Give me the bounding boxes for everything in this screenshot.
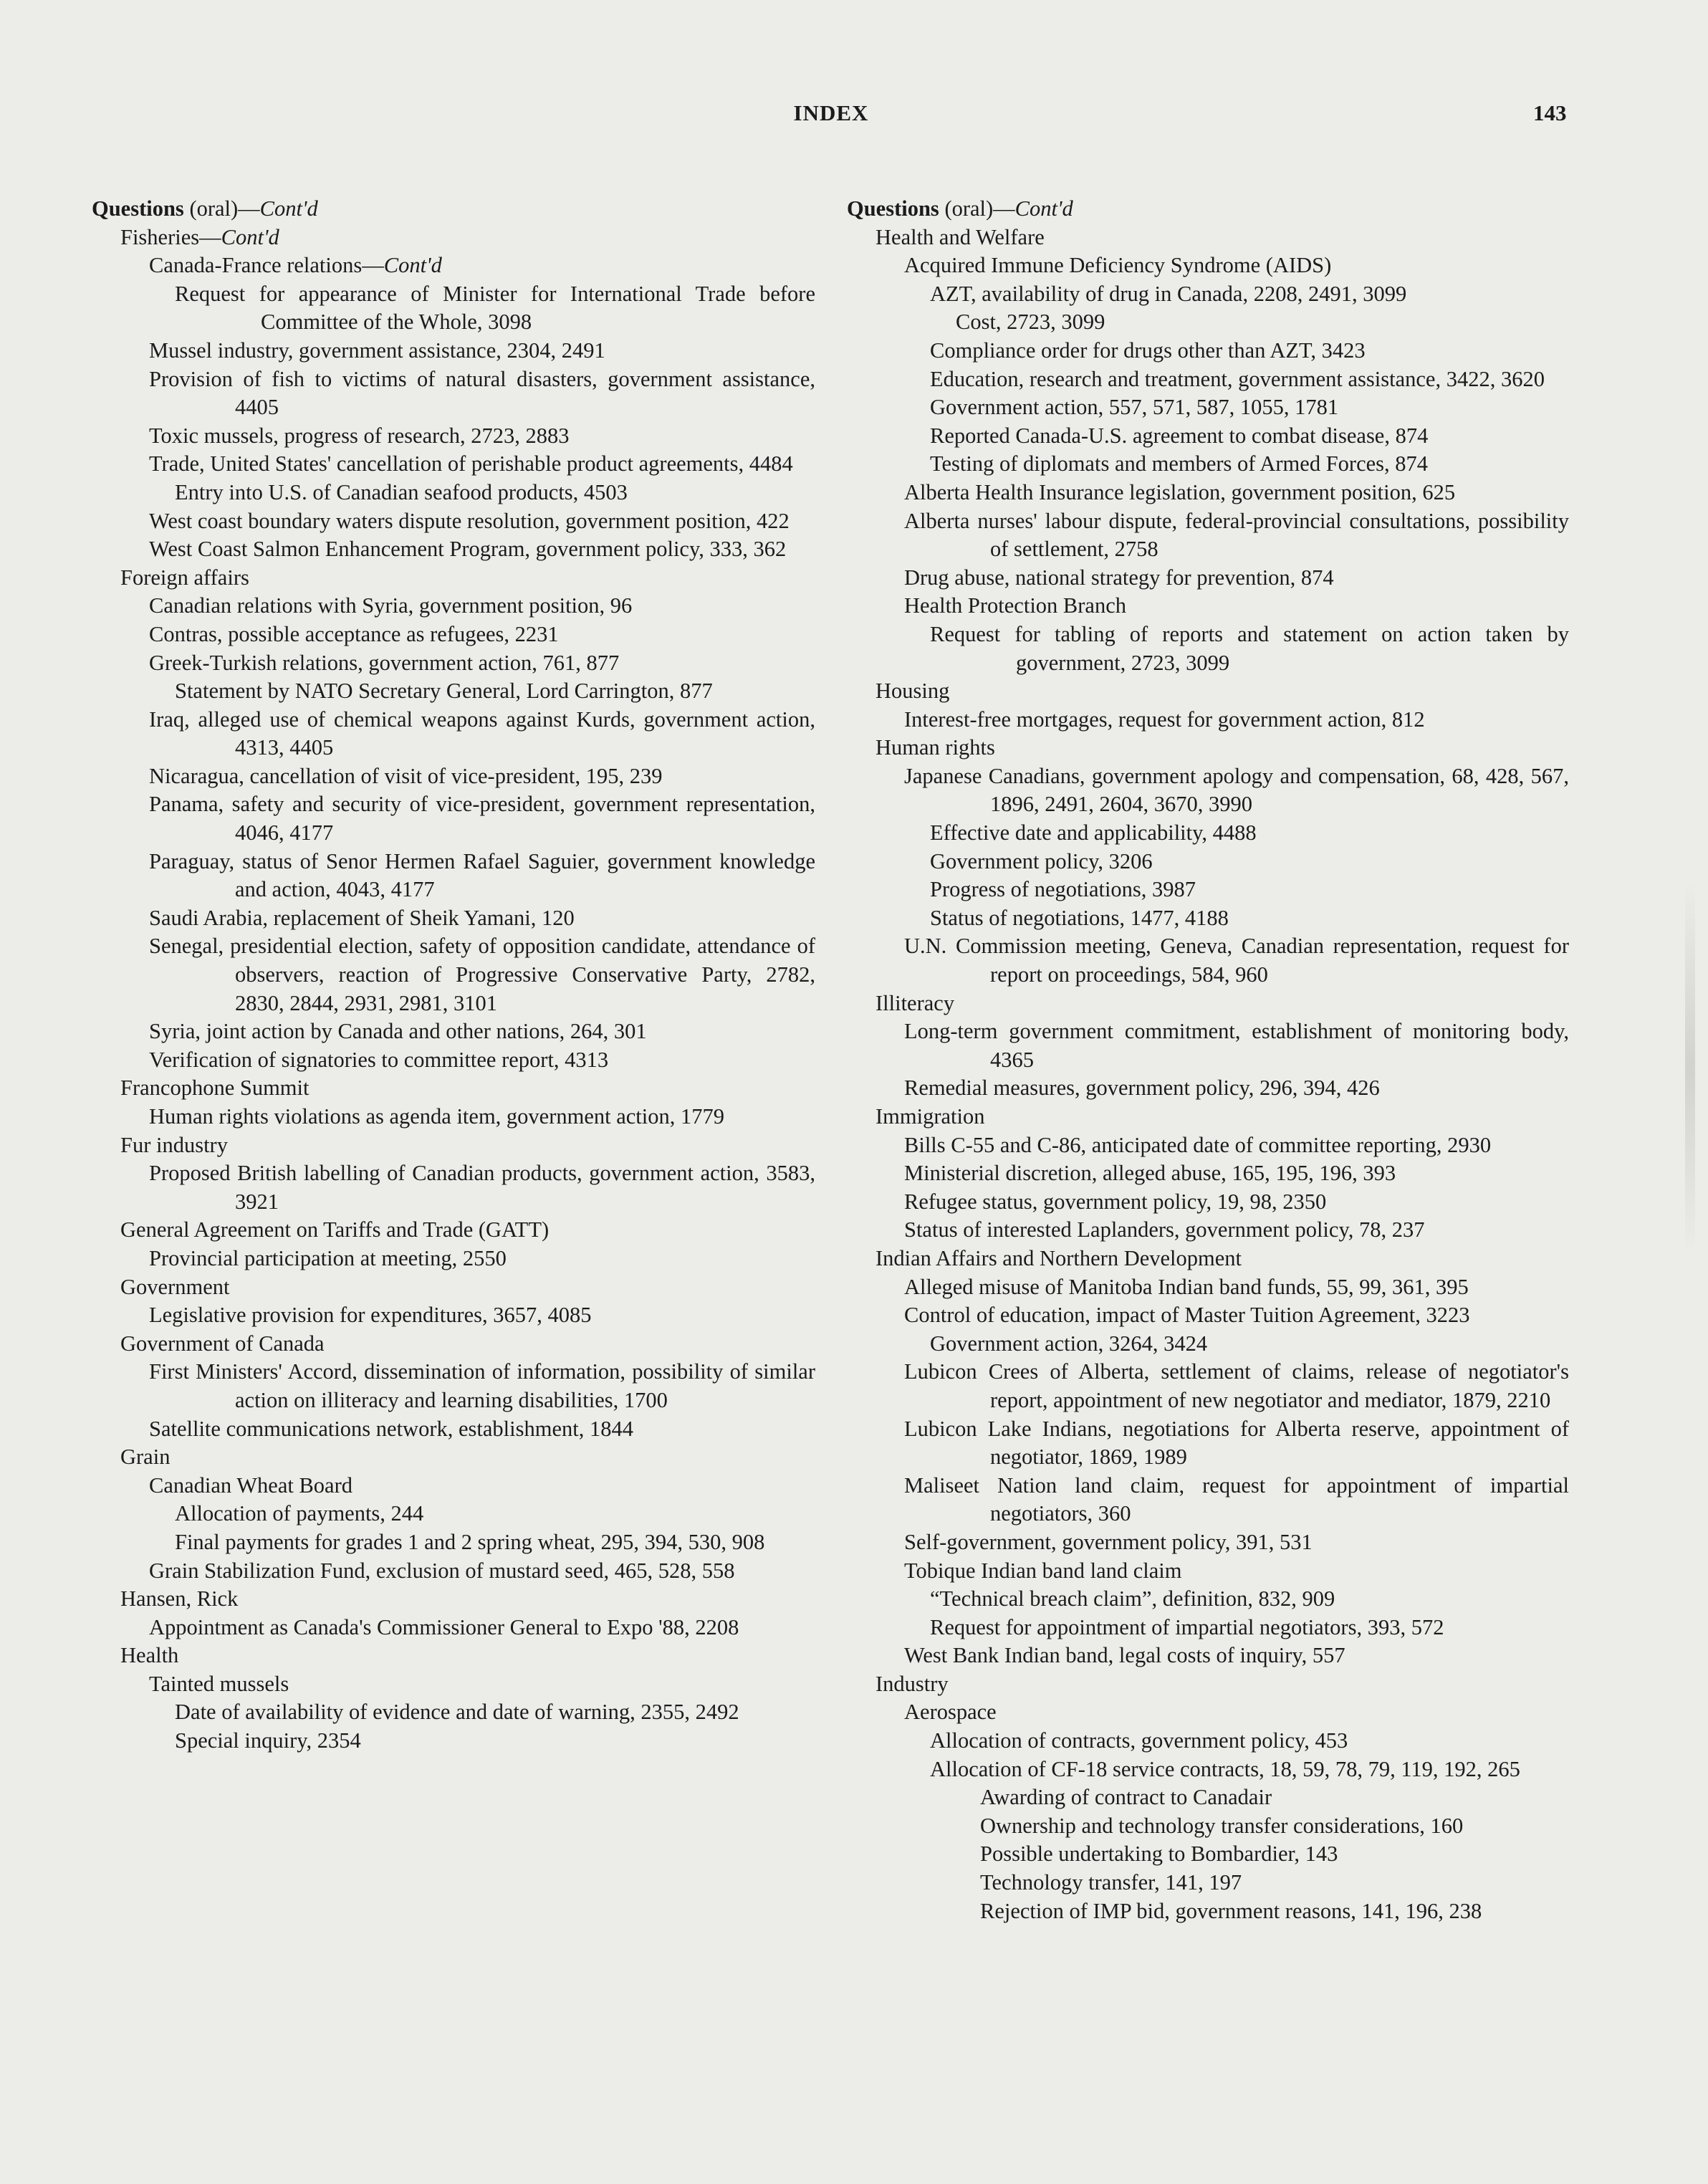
entry-text: Long-term government commitment, establishment of monitoring body, 4365 [904, 1019, 1569, 1072]
entry-text: Industry [875, 1671, 949, 1696]
index-entry [92, 1046, 815, 1075]
index-entry [92, 1557, 815, 1586]
entry-text: Status of interested Laplanders, government policy, 78, 237 [904, 1217, 1425, 1242]
scan-smudge [1685, 881, 1695, 1254]
index-entry [92, 1614, 815, 1642]
entry-text: Legislative provision for expenditures, 3657, 4085 [149, 1303, 592, 1328]
index-entry [92, 1131, 815, 1160]
entry-text: Canadian relations with Syria, government position, 96 [149, 593, 633, 618]
entry-text: Health [120, 1643, 179, 1668]
entry-text: Remedial measures, government policy, 296, 394, 426 [904, 1076, 1380, 1101]
entry-text: Proposed British labelling of Canadian products, government action, 3583, 3921 [149, 1161, 815, 1214]
index-entry [92, 564, 815, 593]
index-entry [92, 848, 815, 904]
index-entry [847, 848, 1569, 876]
page-header [0, 100, 1708, 132]
index-entry [847, 507, 1569, 564]
index-entry [92, 1103, 815, 1131]
entry-text: Saudi Arabia, replacement of Sheik Yamani, 120 [149, 905, 575, 930]
entry-text: Government action, 3264, 3424 [930, 1331, 1208, 1356]
index-entry [92, 1358, 815, 1414]
entry-text: Fisheries— [120, 224, 221, 249]
entry-text: Education, research and treatment, government assistance, 3422, 3620 [930, 366, 1545, 391]
index-entry [92, 1301, 815, 1330]
running-head: INDEX [793, 100, 869, 125]
entry-text: Request for tabling of reports and statement on action taken by government, 2723, 3099 [930, 621, 1569, 675]
index-entry [847, 819, 1569, 848]
index-entry [92, 706, 815, 762]
index-entry [847, 1103, 1569, 1131]
entry-text: Paraguay, status of Senor Hermen Rafael Saguier, government knowledge and action, 4043, 4177 [149, 848, 815, 902]
entry-text: Special inquiry, 2354 [175, 1728, 361, 1753]
entry-text: Satellite communications network, establishment, 1844 [149, 1416, 633, 1441]
entry-text: Maliseet Nation land claim, request for appointment of impartial negotiators, 360 [904, 1472, 1569, 1526]
entry-continued-mark: Cont'd [221, 224, 279, 249]
index-entry [847, 621, 1569, 677]
index-entry [847, 1528, 1569, 1557]
entry-text: Hansen, Rick [120, 1586, 239, 1611]
entry-text: Government action, 557, 571, 587, 1055, 1781 [930, 395, 1339, 420]
index-entry [92, 649, 815, 678]
index-entry [847, 1273, 1569, 1302]
index-column-left [92, 195, 815, 1756]
entry-text: Housing [875, 679, 950, 704]
entry-text: Grain Stabilization Fund, exclusion of mustard seed, 465, 528, 558 [149, 1558, 735, 1583]
entry-text: Canadian Wheat Board [149, 1472, 353, 1498]
entry-list [847, 224, 1569, 1926]
entry-text: Possible undertaking to Bombardier, 143 [980, 1841, 1338, 1867]
index-entry [847, 1301, 1569, 1330]
index-entry [92, 479, 815, 507]
entry-text: Bills C-55 and C-86, anticipated date of committee reporting, 2930 [904, 1132, 1492, 1157]
entry-text: Health Protection Branch [904, 593, 1126, 618]
index-entry [92, 224, 815, 252]
index-entry [92, 1443, 815, 1472]
entry-text: Aerospace [904, 1700, 997, 1725]
entry-text: Status of negotiations, 1477, 4188 [930, 905, 1229, 930]
entry-text: Tobique Indian band land claim [904, 1558, 1182, 1583]
entry-text: Foreign affairs [120, 565, 249, 590]
index-entry [847, 1783, 1569, 1812]
index-entry [92, 762, 815, 791]
index-entry [92, 1585, 815, 1614]
index-entry [847, 422, 1569, 451]
entry-text: Toxic mussels, progress of research, 2723, 2883 [149, 423, 570, 448]
entry-text: Provincial participation at meeting, 2550 [149, 1245, 507, 1270]
index-entry [847, 876, 1569, 904]
index-entry [847, 1131, 1569, 1160]
index-entry [92, 450, 815, 479]
entry-text: Entry into U.S. of Canadian seafood products, 4503 [175, 479, 628, 504]
entry-text: Human rights [875, 735, 995, 760]
index-entry [847, 224, 1569, 252]
index-entry [847, 337, 1569, 365]
entry-text: Indian Affairs and Northern Development [875, 1245, 1242, 1270]
entry-text: Date of availability of evidence and date of warning, 2355, 2492 [175, 1700, 739, 1725]
index-entry [847, 1330, 1569, 1359]
index-entry [847, 1245, 1569, 1273]
index-entry [847, 1188, 1569, 1217]
index-entry [847, 1614, 1569, 1642]
index-entry [847, 1642, 1569, 1670]
entry-text: Ownership and technology transfer considerations, 160 [980, 1813, 1464, 1838]
entry-text: Immigration [875, 1104, 985, 1129]
entry-text: AZT, availability of drug in Canada, 2208, 2491, 3099 [930, 281, 1407, 306]
entry-text: Japanese Canadians, government apology and compensation, 68, 428, 567, 1896, 2491, 2604, 3670, 3990 [904, 763, 1569, 817]
entry-text: Alberta Health Insurance legislation, government position, 625 [904, 479, 1456, 504]
entry-text: Request for appearance of Minister for International Trade before Committee of the Whole, 3098 [175, 281, 815, 335]
index-entry [92, 1415, 815, 1444]
index-entry [92, 1245, 815, 1273]
index-entry [847, 1812, 1569, 1841]
index-entry [847, 1017, 1569, 1074]
entry-text: Government policy, 3206 [930, 848, 1153, 873]
entry-text: U.N. Commission meeting, Geneva, Canadian representation, request for report on proceedings, 584, 960 [904, 934, 1569, 987]
entry-text: General Agreement on Tariffs and Trade (GATT) [120, 1217, 550, 1242]
index-entry [847, 1698, 1569, 1727]
index-entry [92, 1642, 815, 1670]
entry-text: Fur industry [120, 1132, 228, 1157]
index-entry [847, 1727, 1569, 1756]
entry-text: Awarding of contract to Canadair [980, 1785, 1272, 1810]
index-entry [847, 677, 1569, 706]
index-entry [92, 790, 815, 847]
entry-text: Alberta nurses' labour dispute, federal-provincial consultations, possibility of settlement, 2758 [904, 508, 1569, 562]
index-entry [847, 734, 1569, 762]
entry-text: Iraq, alleged use of chemical weapons against Kurds, government action, 4313, 4405 [149, 707, 815, 760]
index-entry [847, 1670, 1569, 1699]
index-entry [92, 1500, 815, 1528]
entry-text: Control of education, impact of Master Tuition Agreement, 3223 [904, 1303, 1470, 1328]
index-entry [847, 1869, 1569, 1897]
entry-text: Compliance order for drugs other than AZT, 3423 [930, 337, 1366, 363]
entry-text: Illiteracy [875, 990, 955, 1015]
index-entry [847, 1074, 1569, 1103]
index-entry [847, 280, 1569, 309]
entry-text: Request for appointment of impartial negotiators, 393, 572 [930, 1614, 1444, 1639]
section-heading: Questions (oral)—Cont'd [847, 196, 1073, 221]
entry-text: Interest-free mortgages, request for government action, 812 [904, 707, 1425, 732]
index-entry [92, 365, 815, 422]
entry-text: West Bank Indian band, legal costs of inquiry, 557 [904, 1643, 1345, 1668]
entry-text: Drug abuse, national strategy for prevention, 874 [904, 565, 1334, 590]
index-entry [92, 1159, 815, 1216]
index-entry [92, 1472, 815, 1500]
entry-text: Allocation of CF-18 service contracts, 18, 59, 78, 79, 119, 192, 265 [930, 1756, 1520, 1781]
index-entry [847, 1756, 1569, 1784]
entry-text: Tainted mussels [149, 1671, 289, 1696]
entry-text: Allocation of contracts, government policy, 453 [930, 1728, 1348, 1753]
entry-text: Statement by NATO Secretary General, Lord Carrington, 877 [175, 679, 713, 704]
entry-text: Human rights violations as agenda item, government action, 1779 [149, 1104, 724, 1129]
index-entry [92, 677, 815, 706]
entry-text: Government [120, 1274, 230, 1299]
entry-text: Government of Canada [120, 1331, 325, 1356]
entry-text: Verification of signatories to committee report, 4313 [149, 1047, 609, 1072]
index-entry [92, 1273, 815, 1302]
index-entry [92, 535, 815, 564]
entry-text: Appointment as Canada's Commissioner General to Expo '88, 2208 [149, 1614, 739, 1639]
index-entry [847, 393, 1569, 422]
index-entry [92, 1727, 815, 1756]
page-number: 143 [1533, 100, 1567, 125]
index-entry [92, 1074, 815, 1103]
index-entry [92, 1670, 815, 1699]
index-entry [92, 621, 815, 649]
index-entry [92, 1330, 815, 1359]
entry-text: Lubicon Crees of Alberta, settlement of claims, release of negotiator's report, appointment of new negotiator and mediator, 1879, 2210 [904, 1359, 1569, 1412]
index-entry [92, 904, 815, 933]
entry-text: Contras, possible acceptance as refugees, 2231 [149, 621, 559, 646]
entry-text: Canada-France relations— [149, 253, 384, 278]
entry-text: Rejection of IMP bid, government reasons, 141, 196, 238 [980, 1898, 1482, 1923]
entry-text: Reported Canada-U.S. agreement to combat disease, 874 [930, 423, 1429, 448]
entry-text: Panama, safety and security of vice-president, government representation, 4046, 4177 [149, 792, 815, 846]
entry-text: Grain [120, 1445, 171, 1470]
entry-text: Cost, 2723, 3099 [956, 310, 1105, 335]
index-entry [847, 1585, 1569, 1614]
index-entry [847, 1216, 1569, 1245]
entry-text: Francophone Summit [120, 1076, 310, 1101]
index-entry [847, 252, 1569, 280]
entry-continued-mark: Cont'd [383, 253, 442, 278]
entry-text: Health and Welfare [875, 224, 1045, 249]
index-entry [92, 280, 815, 337]
index-entry [92, 1216, 815, 1245]
entry-text: Lubicon Lake Indians, negotiations for Alberta reserve, appointment of negotiator, 1869, 1989 [904, 1416, 1569, 1470]
entry-text: Ministerial discretion, alleged abuse, 165, 195, 196, 393 [904, 1161, 1396, 1186]
section-heading: Questions (oral)—Cont'd [92, 196, 318, 221]
index-entry [847, 592, 1569, 621]
index-entry [847, 365, 1569, 394]
index-entry [847, 1358, 1569, 1414]
entry-text: Nicaragua, cancellation of visit of vice-president, 195, 239 [149, 763, 663, 788]
index-entry [847, 1472, 1569, 1528]
index-entry [847, 904, 1569, 933]
entry-text: Greek-Turkish relations, government action, 761, 877 [149, 650, 620, 675]
index-entry [847, 1415, 1569, 1472]
index-entry [847, 564, 1569, 593]
index-entry [847, 1159, 1569, 1188]
entry-list [92, 224, 815, 1756]
entry-text: Refugee status, government policy, 19, 98, 2350 [904, 1189, 1327, 1214]
index-entry [847, 1897, 1569, 1926]
entry-text: Allocation of payments, 244 [175, 1501, 424, 1526]
index-entry [847, 762, 1569, 819]
index-entry [92, 592, 815, 621]
entry-text: First Ministers' Accord, dissemination of information, possibility of similar action on illiteracy and learning disabilities, 1700 [149, 1359, 815, 1412]
index-entry [847, 450, 1569, 479]
index-entry [92, 252, 815, 280]
entry-text: Acquired Immune Deficiency Syndrome (AIDS) [904, 253, 1332, 278]
entry-text: Final payments for grades 1 and 2 spring wheat, 295, 394, 530, 908 [175, 1529, 765, 1554]
index-entry [847, 308, 1569, 337]
entry-text: Effective date and applicability, 4488 [930, 820, 1257, 846]
entry-text: “Technical breach claim”, definition, 832, 909 [930, 1586, 1335, 1611]
entry-text: Technology transfer, 141, 197 [980, 1870, 1242, 1895]
index-entry [92, 422, 815, 451]
index-entry [847, 1557, 1569, 1586]
entry-text: Trade, United States' cancellation of perishable product agreements, 4484 [149, 451, 793, 476]
entry-text: Testing of diplomats and members of Armed Forces, 874 [930, 451, 1429, 476]
index-entry [847, 932, 1569, 989]
entry-text: West Coast Salmon Enhancement Program, government policy, 333, 362 [149, 537, 787, 562]
entry-text: Provision of fish to victims of natural disasters, government assistance, 4405 [149, 366, 815, 420]
index-column-right [847, 195, 1569, 1925]
entry-text: Senegal, presidential election, safety of opposition candidate, attendance of observers, reaction of Progressive Conservative Party, 2782, 2830, 2844, 2931, 2981, 3101 [149, 934, 815, 1015]
index-entry [847, 990, 1569, 1018]
index-entry [92, 932, 815, 1017]
entry-text: Alleged misuse of Manitoba Indian band funds, 55, 99, 361, 395 [904, 1274, 1469, 1299]
entry-text: Progress of negotiations, 3987 [930, 877, 1196, 902]
entry-text: Syria, joint action by Canada and other nations, 264, 301 [149, 1019, 647, 1044]
index-entry [92, 1698, 815, 1727]
index-entry [847, 1840, 1569, 1869]
index-entry [847, 479, 1569, 507]
index-entry [847, 706, 1569, 734]
entry-text: West coast boundary waters dispute resolution, government position, 422 [149, 508, 790, 533]
index-entry [92, 337, 815, 365]
entry-text: Mussel industry, government assistance, 2304, 2491 [149, 337, 605, 363]
index-entry [92, 507, 815, 536]
index-entry [92, 1017, 815, 1046]
index-entry [92, 1528, 815, 1557]
entry-text: Self-government, government policy, 391, 531 [904, 1529, 1313, 1554]
